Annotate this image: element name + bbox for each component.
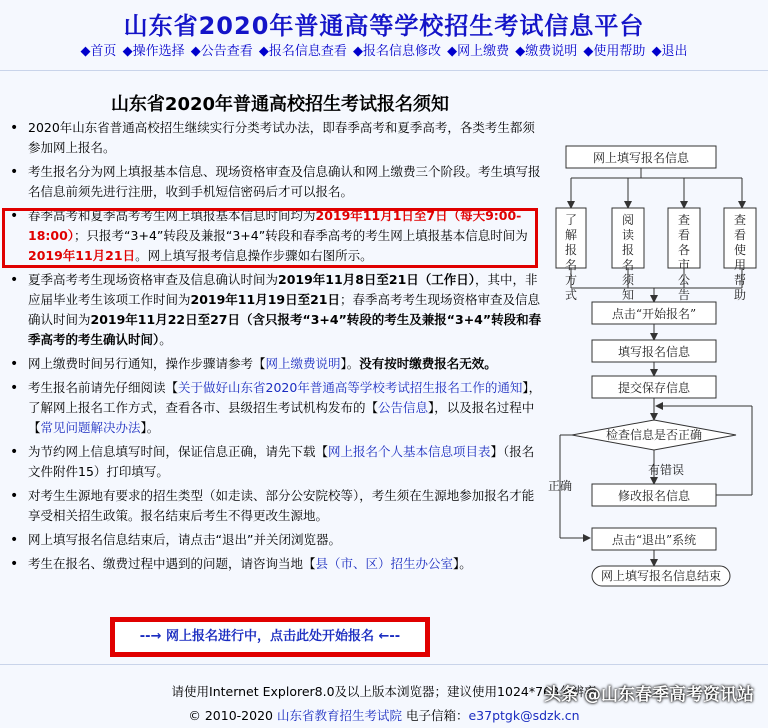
copyright-line: © 2010-2020 山东省教育招生考试院 电子信箱：e37ptgk@sdzk.cn [188,708,580,723]
list-item: • 2020年山东省普通高校招生继续实行分类考试办法，即春季高考和夏季高考，各类考生都须参加网上报名。 [8,118,544,158]
flow-branch-label-1: 了解报名方式 [564,213,578,302]
payment-guide-link[interactable]: 网上缴费说明 [265,356,341,371]
top-nav [0,40,768,59]
start-registration-button[interactable]: --→ 网上报名进行中，点击此处开始报名 ←-- [110,617,430,657]
flow-label-fill: 填写报名信息 [617,345,691,359]
registration-notice-link[interactable]: 关于做好山东省2020年普通高等学校考试招生报名工作的通知 [178,380,523,395]
flow-label-check: 检查信息是否正确 [605,428,703,442]
nav-edit-registration[interactable]: ◆报名信息修改 [353,44,441,59]
notice-list [8,118,544,578]
email-link[interactable]: e37ptgk@sdzk.cn [468,708,580,723]
list-item: • 网上填写报名信息结束后，请点击“退出”并关闭浏览器。 [8,530,544,550]
flow-label-wrong: 有错误 [647,463,685,477]
list-item: • 对考生生源地有要求的招生类型（如走读、部分公安院校等），考生须在生源地参加报名才能享受相关招生政策。报名结束后考生不得更改生源地。 [8,486,544,526]
flow-label-submit: 提交保存信息 [617,381,691,395]
faq-link[interactable]: 常见问题解决办法 [40,420,141,435]
notice-title: 山东省2020年普通高校招生考试报名须知 [110,94,450,115]
flow-label-start: 点击“开始报名” [611,307,697,321]
footer-divider [0,664,768,665]
org-link[interactable]: 山东省教育招生考试院 [276,708,402,723]
flow-label-top: 网上填写报名信息 [592,151,690,165]
list-item: • 夏季高考考生现场资格审查及信息确认时间为2019年11月8日至21日（工作日），其中，非应届毕业考生该项工作时间为2019年11月19日至21日；春季高考考生现场资格审查及信息确认时间为2019年11月22日至27日（含只报考“3+4”转段的考生及兼报“3+4”转段和春季高考的考生确认时间）。 [8,270,544,350]
flow-label-end: 网上填写报名信息结束 [600,569,722,583]
list-item: • 考生在报名、缴费过程中遇到的问题，请咨询当地【县（市、区）招生办公室】。 [8,554,544,574]
list-item: • 春季高考和夏季高考考生网上填报基本信息时间均为2019年11月1日至7日（每天9:00-18:00）；只报考“3+4”转段及兼报“3+4”转段和春季高考的考生网上填报基本信息时间为2019年11月21日。网上填写报考信息操作步骤如右图所示。 [8,206,544,266]
page-title: 山东省2020年普通高等学校招生考试信息平台 [123,12,645,40]
flowchart-svg [540,140,768,600]
flow-branch-label-4: 查看使用帮助 [733,213,747,302]
county-office-link[interactable]: 县（市、区）招生办公室 [315,556,454,571]
nav-view-registration[interactable]: ◆报名信息查看 [258,44,347,59]
watermark: 头条 @山东春季高考资讯站 [544,685,754,705]
nav-home[interactable]: ◆首页 [80,44,117,59]
flow-label-exit: 点击“退出”系统 [611,533,697,547]
list-item: • 考生报名前请先仔细阅读【关于做好山东省2020年普通高等学校考试招生报名工作的通知】，了解网上报名工作方式，查看各市、县级招生考试机构发布的【公告信息】，以及报名过程中【常见问题解决办法】。 [8,378,544,438]
list-item: • 网上缴费时间另行通知，操作步骤请参考【网上缴费说明】。没有按时缴费报名无效。 [8,354,544,374]
nav-payment-help[interactable]: ◆缴费说明 [515,44,578,59]
header-divider [0,70,768,71]
nav-operation-select[interactable]: ◆操作选择 [122,44,185,59]
list-item: • 考生报名分为网上填报基本信息、现场资格审查及信息确认和网上缴费三个阶段。考生填写报名信息前须先进行注册，收到手机短信密码后才可以报名。 [8,162,544,202]
nav-announcements[interactable]: ◆公告查看 [190,44,253,59]
flow-label-modify: 修改报名信息 [617,489,691,503]
nav-logout[interactable]: ◆退出 [651,44,688,59]
list-item: • 为节约网上信息填写时间，保证信息正确，请先下载【网上报名个人基本信息项目表】（报名文件附件15）打印填写。 [8,442,544,482]
nav-online-payment[interactable]: ◆网上缴费 [447,44,510,59]
flow-branch-label-3: 查看各市公告 [677,213,691,302]
flow-label-right: 正确 [547,479,573,493]
browser-note: 请使用Internet Explorer8.0及以上版本浏览器；建议使用1024*768分辨率 [171,684,597,699]
announcement-link[interactable]: 公告信息 [378,400,429,415]
flow-branch-label-2: 阅读报名须知 [621,213,635,302]
nav-usage-help[interactable]: ◆使用帮助 [583,44,646,59]
info-form-link[interactable]: 网上报名个人基本信息项目表 [328,444,491,459]
flowchart [540,140,768,600]
